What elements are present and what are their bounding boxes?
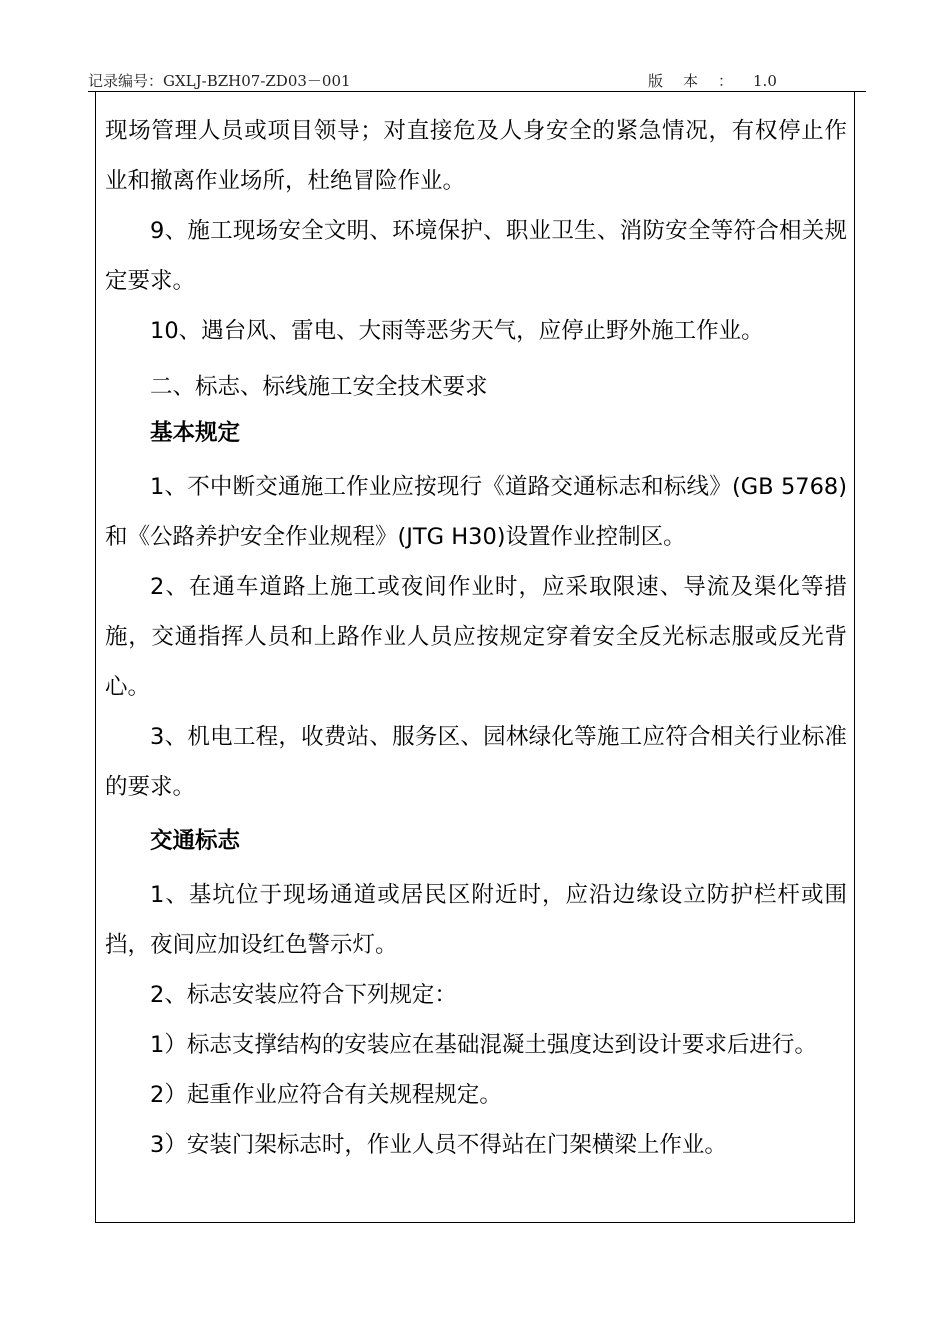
subheading-traffic-signs: 交通标志 xyxy=(150,828,241,854)
subheading-basic-rules: 基本规定 xyxy=(150,420,241,446)
sign-rule-2: 2、标志安装应符合下列规定： xyxy=(150,982,457,1008)
sign-subrule-1: 1）标志支撑结构的安装应在基础混凝土强度达到设计要求后进行。 xyxy=(150,1032,817,1058)
record-number: 记录编号：GXLJ-BZH07-ZD03－001 xyxy=(88,72,351,90)
version-value: 1.0 xyxy=(753,72,777,90)
basic-rule-3: 3、机电工程，收费站、服务区、园林绿化等施工应符合相关行业标准的要求。 xyxy=(105,724,847,800)
document-body xyxy=(105,106,847,1170)
sign-subrule-2: 2）起重作业应符合有关规程规定。 xyxy=(150,1082,502,1108)
paragraph-continuation: 现场管理人员或项目领导；对直接危及人身安全的紧急情况，有权停止作业和撤离作业场所，杜绝冒险作业。 xyxy=(105,118,847,194)
basic-rule-1: 1、不中断交通施工作业应按现行《道路交通标志和标线》(GB 5768)和《公路养护安全作业规程》(JTG H30)设置作业控制区。 xyxy=(105,474,847,550)
content-frame xyxy=(95,92,855,1223)
sign-subrule-3: 3）安装门架标志时，作业人员不得站在门架横梁上作业。 xyxy=(150,1132,727,1158)
document-header xyxy=(88,68,866,92)
section-heading: 二、标志、标线施工安全技术要求 xyxy=(150,374,488,400)
list-item-10: 10、遇台风、雷电、大雨等恶劣天气，应停止野外施工作业。 xyxy=(150,318,764,344)
version-label: 版本： xyxy=(648,72,754,90)
list-item-9: 9、施工现场安全文明、环境保护、职业卫生、消防安全等符合相关规定要求。 xyxy=(105,218,847,294)
basic-rule-2: 2、在通车道路上施工或夜间作业时，应采取限速、导流及渠化等措施，交通指挥人员和上路作业人员应按规定穿着安全反光标志服或反光背心。 xyxy=(105,574,847,700)
sign-rule-1: 1、基坑位于现场通道或居民区附近时，应沿边缘设立防护栏杆或围挡，夜间应加设红色警示灯。 xyxy=(105,882,847,958)
version-info xyxy=(648,70,777,91)
